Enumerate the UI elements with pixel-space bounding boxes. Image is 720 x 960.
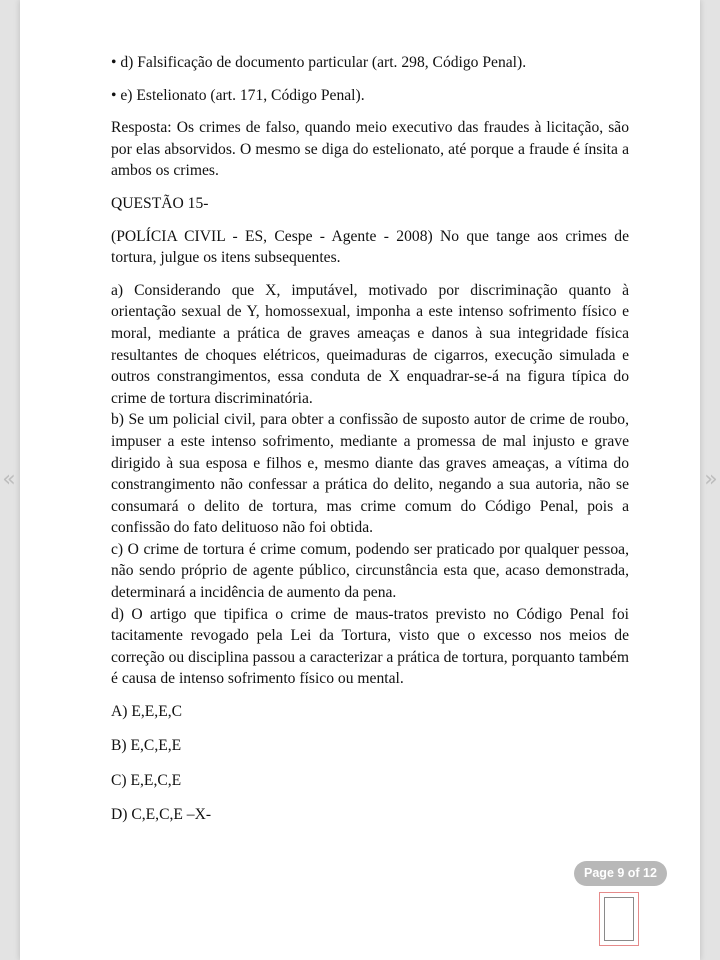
question-heading: QUESTÃO 15- bbox=[111, 194, 209, 212]
statement-d: d) O artigo que tipifica o crime de maus-tratos previsto no Código Penal foi tacitamente revogado pela Lei da Tortura, visto que o excesso nos meios de correção ou disciplina passou a caracterizar a prática de tortura, porquanto também é causa de intenso sofrimento físico ou mental. bbox=[111, 605, 629, 688]
option-d: D) C,E,C,E –X- bbox=[111, 806, 212, 824]
next-page-arrow-icon[interactable]: » bbox=[704, 467, 718, 492]
question-intro: (POLÍCIA CIVIL - ES, Cespe - Agente - 2008) No que tange aos crimes de tortura, julgue os itens subsequentes. bbox=[111, 227, 629, 267]
statement-b: b) Se um policial civil, para obter a confissão de suposto autor de crime de roubo, impuser a este intenso sofrimento, mediante a promessa de mal injusto e grave dirigido à sua esposa e filhos e, mesmo diante das graves ameaças, a vítima do constrangimento não confessar a prática do delito, negando a sua autoria, não se consumará o delito de tortura, mas crime comum do Código Penal, pois a confissão do fato delituoso não foi obtida. bbox=[111, 411, 629, 537]
answer-paragraph: Resposta: Os crimes de falso, quando meio executivo das fraudes à licitação, são por elas absorvidos. O mesmo se diga do estelionato, até porque a fraude é ínsita a ambos os crimes. bbox=[111, 119, 629, 180]
page-content bbox=[111, 52, 629, 839]
page-indicator-badge: Page 9 of 12 bbox=[574, 861, 667, 886]
page-thumbnail-icon bbox=[604, 897, 634, 941]
page-thumbnail[interactable] bbox=[599, 892, 639, 946]
statement-a: a) Considerando que X, imputável, motivado por discriminação quanto à orientação sexual de Y, homossexual, imponha a este intenso sofrimento físico e moral, mediante a prática de graves ameaças e danos à sua integridade física resultantes de choques elétricos, queimaduras de cigarros, execução simulada e outros constrangimentos, essa conduta de X enquadrar-se-á na figura típica do crime de tortura discriminatória. bbox=[111, 281, 629, 407]
option-a: A) E,E,E,C bbox=[111, 703, 183, 721]
statement-c: c) O crime de tortura é crime comum, podendo ser praticado por qualquer pessoa, não sendo próprio de agente público, circunstância esta que, acaso demonstrada, determinará a incidência de aumento da pena. bbox=[111, 540, 629, 602]
bullet-item-d: • d) Falsificação de documento particular (art. 298, Código Penal). bbox=[111, 54, 527, 71]
bullet-item-e: • e) Estelionato (art. 171, Código Penal). bbox=[111, 86, 365, 104]
previous-page-arrow-icon[interactable]: « bbox=[2, 467, 16, 492]
option-c: C) E,E,C,E bbox=[111, 771, 182, 789]
document-page bbox=[20, 0, 700, 960]
option-b: B) E,C,E,E bbox=[111, 737, 182, 755]
